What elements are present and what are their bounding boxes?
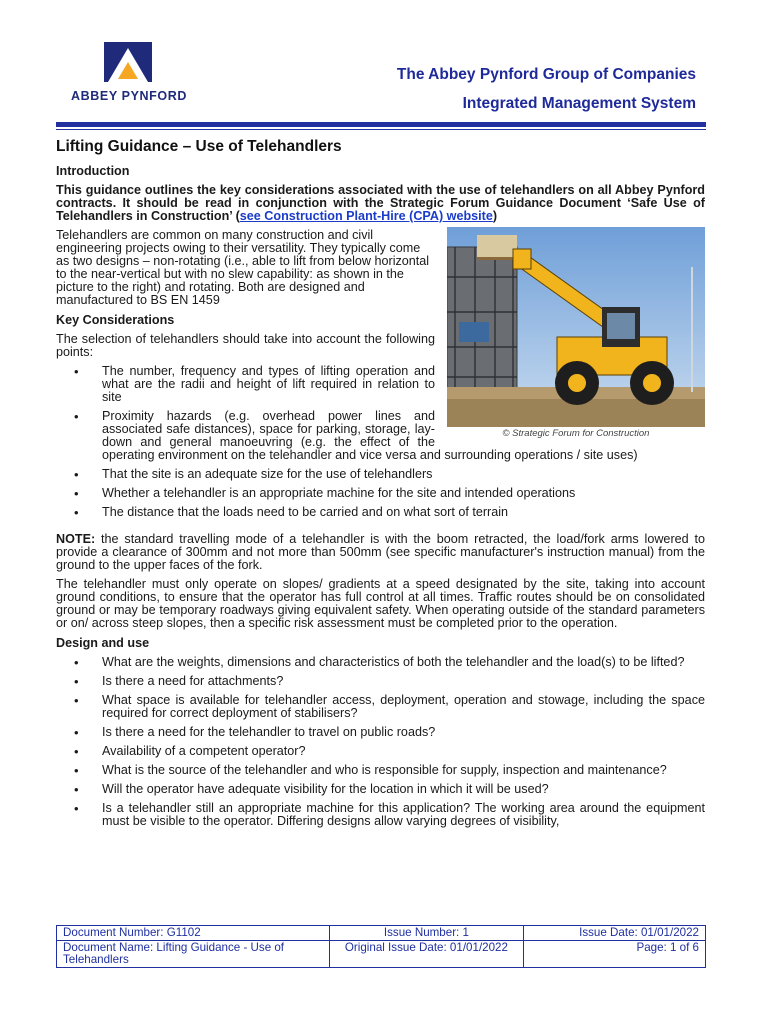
list-item bbox=[56, 745, 705, 758]
company-name: The Abbey Pynford Group of Companies bbox=[396, 66, 696, 83]
list-item-text: What are the weights, dimensions and characteristics of both the telehandler and the load(s) to be lifted? bbox=[102, 655, 685, 669]
bullet-icon: • bbox=[74, 486, 79, 501]
intro-statement bbox=[56, 184, 705, 223]
bullet-icon: • bbox=[74, 693, 79, 708]
logo-text: ABBEY PYNFORD bbox=[71, 89, 187, 103]
list-item-text: What is the source of the telehandler and who is responsible for supply, inspection and maintenance? bbox=[102, 763, 667, 777]
list-item bbox=[56, 656, 705, 669]
footer-issue-date: Issue Date: 01/01/2022 bbox=[524, 926, 706, 941]
bullet-icon: • bbox=[74, 744, 79, 759]
list-item bbox=[56, 783, 705, 796]
design-and-use-list bbox=[56, 656, 705, 828]
header-rule bbox=[56, 122, 706, 127]
footer-doc-name: Document Name: Lifting Guidance - Use of Telehandlers bbox=[57, 941, 330, 968]
header-rule-thin bbox=[56, 129, 706, 130]
list-item bbox=[56, 802, 705, 828]
key-considerations-list bbox=[56, 365, 705, 519]
intro-statement-close: ) bbox=[492, 209, 498, 223]
company-logo bbox=[58, 42, 200, 106]
list-item bbox=[56, 726, 705, 739]
bullet-icon: • bbox=[74, 674, 79, 689]
list-item-text: Whether a telehandler is an appropriate machine for the site and intended operations bbox=[102, 486, 576, 500]
bullet-icon: • bbox=[74, 655, 79, 670]
bullet-icon: • bbox=[74, 409, 79, 424]
list-item bbox=[56, 764, 705, 777]
note-paragraph bbox=[56, 533, 705, 572]
list-item-text: Proximity hazards (e.g. overhead power lines and associated safe distances), space for parking, storage, lay-down and general manoeuvring (e.g. the effect of the operating environment on the telehandler and vice versa and surrounding operations / site uses) bbox=[102, 409, 638, 462]
list-item bbox=[56, 506, 705, 519]
footer-original-issue-date: Original Issue Date: 01/01/2022 bbox=[329, 941, 524, 968]
figure-caption: © Strategic Forum for Construction bbox=[502, 428, 650, 439]
design-and-use-heading: Design and use bbox=[56, 636, 150, 650]
footer-doc-number: Document Number: G1102 bbox=[57, 926, 330, 941]
bullet-icon: • bbox=[74, 763, 79, 778]
list-item bbox=[56, 365, 705, 404]
bullet-icon: • bbox=[74, 505, 79, 520]
bullet-icon: • bbox=[74, 801, 79, 816]
list-item bbox=[56, 468, 705, 481]
system-name: Integrated Management System bbox=[462, 95, 696, 112]
telehandler-figure bbox=[447, 227, 705, 439]
bullet-icon: • bbox=[74, 782, 79, 797]
list-item-text: The number, frequency and types of lifting operation and what are the radii and height of lift required in relation to site bbox=[102, 364, 435, 404]
introduction-heading: Introduction bbox=[56, 164, 130, 178]
list-item-text: Is there a need for attachments? bbox=[102, 674, 284, 688]
page-title: Lifting Guidance – Use of Telehandlers bbox=[56, 138, 342, 155]
document-body bbox=[56, 136, 705, 834]
list-item-text: Availability of a competent operator? bbox=[102, 744, 306, 758]
bullet-icon: • bbox=[74, 364, 79, 379]
list-item bbox=[56, 694, 705, 720]
intro-statement-text: This guidance outlines the key considerations associated with the use of telehandlers on all Abbey Pynford contracts. It should be read in conjunction with the Strategic Forum Guidance Document ‘Safe Use of Telehandlers in Construction’ ( bbox=[56, 183, 705, 223]
list-item-text: Will the operator have adequate visibility for the location in which it will be used? bbox=[102, 782, 549, 796]
logo-triangle-icon bbox=[104, 42, 152, 82]
key-considerations-intro: The selection of telehandlers should take into account the following points: bbox=[56, 332, 435, 359]
list-item-text: What space is available for telehandler access, deployment, operation and stowage, including the space required for correct deployment of stabilisers? bbox=[102, 693, 705, 720]
list-item bbox=[56, 410, 705, 462]
list-item bbox=[56, 675, 705, 688]
key-considerations-heading: Key Considerations bbox=[56, 313, 175, 327]
slopes-paragraph: The telehandler must only operate on slopes/ gradients at a speed designated by the site, taking into account ground conditions, to ensure that the operator has full control at all times. Traffic routes should be on consolidated ground or may be temporary roadways giving equivalent safety. When operating outside of the standard parameters or on/ across steep slopes, then a specific risk assessment must be completed prior to the operation. bbox=[56, 577, 705, 630]
footer-issue-number: Issue Number: 1 bbox=[329, 926, 524, 941]
list-item-text: The distance that the loads need to be carried and on what sort of terrain bbox=[102, 505, 509, 519]
list-item-text: Is there a need for the telehandler to travel on public roads? bbox=[102, 725, 436, 739]
note-text: the standard travelling mode of a telehandler is with the boom retracted, the load/fork arms lowered to provide a clearance of 300mm and not more than 500mm (see specific manufacturer's instruction manual) from the ground to the upper faces of the fork. bbox=[56, 532, 705, 572]
cpa-website-link[interactable]: see Construction Plant-Hire (CPA) website bbox=[239, 209, 493, 223]
list-item-text: Is a telehandler still an appropriate machine for this application? The working area around the equipment must be visible to the operator. Differing designs allow varying degrees of visibility, bbox=[102, 801, 705, 828]
intro-paragraph: Telehandlers are common on many construction and civil engineering projects owing to their versatility. They typically come as two designs – non-rotating (i.e., able to lift from below horizontal to the near-vertical but with no slew capability: as shown in the picture to the right) and rotating. Both are designed and manufactured to BS EN 1459 bbox=[56, 228, 430, 307]
bullet-icon: • bbox=[74, 725, 79, 740]
list-item-text: That the site is an adequate size for the use of telehandlers bbox=[102, 467, 433, 481]
footer-page-number: Page: 1 of 6 bbox=[524, 941, 706, 968]
document-footer bbox=[56, 925, 706, 968]
bullet-icon: • bbox=[74, 467, 79, 482]
note-label: NOTE: bbox=[56, 532, 96, 546]
list-item bbox=[56, 487, 705, 500]
